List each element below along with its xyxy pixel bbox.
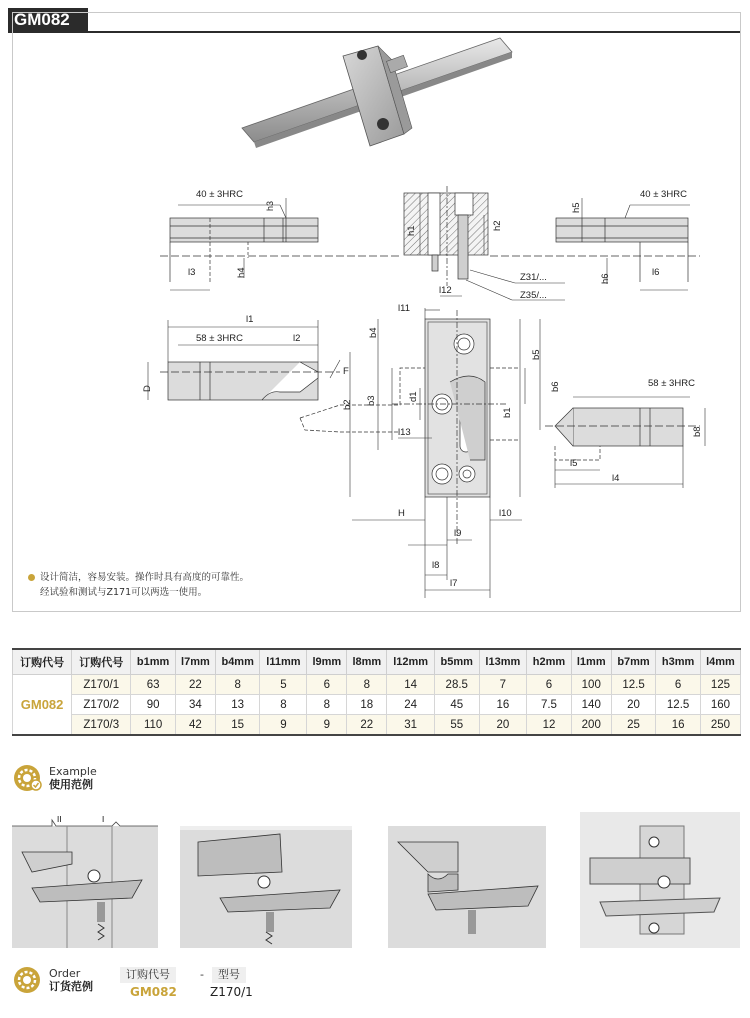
dim-h6: h6 (600, 273, 611, 284)
dim-hrc58-right: 58 ± 3HRC (648, 378, 695, 389)
col-header: l9mm (307, 649, 347, 675)
dim-h5: h5 (571, 202, 582, 213)
dim-l11: l11 (398, 303, 410, 314)
dim-hrc40-left: 40 ± 3HRC (196, 189, 243, 200)
dim-D: D (142, 385, 153, 392)
table-cell: 140 (571, 695, 611, 715)
note-line-2: 经试验和测试与Z171可以两选一使用。 (40, 587, 208, 598)
table-cell: 22 (347, 715, 387, 736)
table-cell: 25 (611, 715, 656, 736)
table-cell: 8 (347, 675, 387, 695)
col-header: b5mm (434, 649, 479, 675)
col-header: l13mm (479, 649, 527, 675)
dim-b1: b1 (502, 407, 513, 418)
order-dash: - (200, 968, 204, 981)
dim-H: H (398, 508, 405, 519)
table-cell: 42 (175, 715, 215, 736)
table-cell: 34 (175, 695, 215, 715)
table-cell: 110 (131, 715, 176, 736)
table-cell: 5 (260, 675, 307, 695)
dim-h2: h2 (492, 220, 503, 231)
col-header: 订购代号 (13, 649, 72, 675)
table-cell: 8 (215, 675, 260, 695)
table-cell: 6 (656, 675, 701, 695)
table-cell: 9 (260, 715, 307, 736)
dim-h4: h4 (236, 267, 247, 278)
col-header: l4mm (700, 649, 740, 675)
col-header: l11mm (260, 649, 307, 675)
table-cell: 125 (700, 675, 740, 695)
order-title-en: Order (49, 967, 81, 980)
col-header: l12mm (387, 649, 435, 675)
table-cell: 6 (527, 675, 572, 695)
dim-l13: l13 (398, 427, 411, 438)
dim-hrc58-left: 58 ± 3HRC (196, 333, 243, 344)
col-header: 订购代号 (72, 649, 131, 675)
note-line-1: 设计简洁，容易安装。操作时具有高度的可靠性。 (40, 572, 250, 583)
table-cell: 63 (131, 675, 176, 695)
table-cell: 8 (307, 695, 347, 715)
table-cell: 160 (700, 695, 740, 715)
slide-right (556, 218, 688, 242)
order-gear-icon (12, 965, 42, 995)
table-cell: 15 (215, 715, 260, 736)
col-header: b7mm (611, 649, 656, 675)
col-header: b4mm (215, 649, 260, 675)
example-figure-2 (180, 812, 352, 948)
dim-b8: b8 (692, 426, 703, 437)
dim-l2: l2 (293, 333, 301, 344)
product-3d-image (242, 38, 512, 148)
dim-z31: Z31/... (520, 272, 547, 283)
dim-h3: h3 (265, 200, 275, 211)
table-cell: 16 (479, 695, 527, 715)
dim-b6: b6 (550, 381, 561, 392)
dim-l10: l10 (499, 508, 512, 519)
order-header (12, 965, 93, 995)
slide-left (170, 218, 318, 242)
feature-notes (28, 570, 249, 600)
col-header: l7mm (175, 649, 215, 675)
table-cell: 13 (215, 695, 260, 715)
dim-d1: d1 (408, 391, 419, 402)
dim-l5: l5 (570, 458, 578, 469)
dim-hrc40-right: 40 ± 3HRC (640, 189, 687, 200)
table-cell: 9 (307, 715, 347, 736)
table-cell: 18 (347, 695, 387, 715)
example-title-cn: 使用范例 (49, 778, 93, 791)
section-view (404, 193, 488, 255)
spec-table-header (13, 649, 741, 675)
dim-l7: l7 (450, 578, 458, 589)
table-cell: 31 (387, 715, 435, 736)
group-code: GM082 (13, 675, 72, 736)
dim-l3: l3 (188, 267, 196, 278)
col-header: l1mm (571, 649, 611, 675)
dim-l4: l4 (612, 473, 620, 484)
table-cell: 200 (571, 715, 611, 736)
spec-table (12, 648, 741, 736)
table-cell: 12.5 (656, 695, 701, 715)
table-cell: 7 (479, 675, 527, 695)
example-figure-3 (388, 812, 546, 948)
table-cell: 7.5 (527, 695, 572, 715)
table-cell: 20 (611, 695, 656, 715)
dim-b3: b3 (366, 395, 377, 406)
bullet-icon (28, 574, 35, 581)
dim-l6: l6 (652, 267, 660, 278)
example-header (12, 763, 97, 793)
dim-l9: l9 (454, 528, 462, 539)
order-title-cn: 订货范例 (49, 980, 93, 993)
table-cell: 24 (387, 695, 435, 715)
dim-b2: b2 (342, 399, 353, 410)
table-cell: Z170/1 (72, 675, 131, 695)
table-cell: 6 (307, 675, 347, 695)
table-row (13, 675, 741, 695)
product-code-tab: GM082 (8, 8, 88, 32)
example-figure-1 (12, 812, 158, 948)
table-cell: 22 (175, 675, 215, 695)
table-row (13, 695, 741, 715)
table-cell: 100 (571, 675, 611, 695)
col-header: h2mm (527, 649, 572, 675)
order-header-code: 订购代号 (120, 967, 176, 983)
table-cell: 12.5 (611, 675, 656, 695)
table-cell: 20 (479, 715, 527, 736)
example-mark-ii: II (57, 815, 62, 824)
order-value-model: Z170/1 (210, 985, 253, 999)
dim-l12: l12 (439, 285, 452, 296)
table-cell: 45 (434, 695, 479, 715)
dim-b4: b4 (368, 327, 379, 338)
gear-icon (12, 763, 42, 793)
table-cell: 8 (260, 695, 307, 715)
table-cell: 250 (700, 715, 740, 736)
table-cell: 55 (434, 715, 479, 736)
example-figure-4 (580, 812, 740, 948)
table-cell: 90 (131, 695, 176, 715)
order-value-code: GM082 (130, 985, 177, 999)
col-header: b1mm (131, 649, 176, 675)
table-cell: Z170/2 (72, 695, 131, 715)
dim-l8: l8 (432, 560, 440, 571)
table-cell: 16 (656, 715, 701, 736)
table-cell: Z170/3 (72, 715, 131, 736)
table-cell: 12 (527, 715, 572, 736)
slider-right-view (573, 408, 683, 446)
dim-l1: l1 (246, 314, 254, 325)
dim-z35: Z35/... (520, 290, 547, 301)
col-header: l8mm (347, 649, 387, 675)
col-header: h3mm (656, 649, 701, 675)
example-mark-i: I (102, 815, 105, 824)
order-header-model: 型号 (212, 967, 246, 983)
table-cell: 14 (387, 675, 435, 695)
example-title-en: Example (49, 765, 97, 778)
dim-F: F (343, 366, 349, 377)
dim-b5: b5 (531, 349, 542, 360)
table-row (13, 715, 741, 736)
table-cell: 28.5 (434, 675, 479, 695)
dim-h1: h1 (406, 225, 417, 236)
